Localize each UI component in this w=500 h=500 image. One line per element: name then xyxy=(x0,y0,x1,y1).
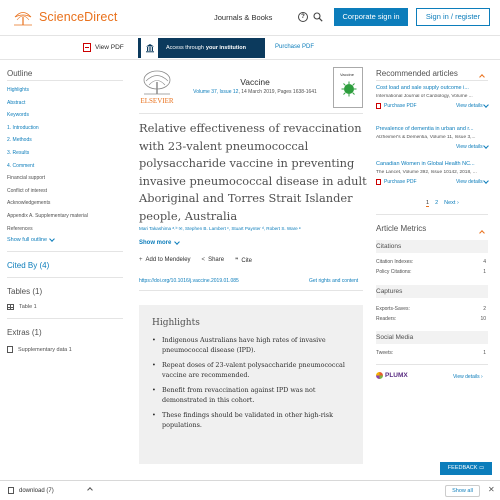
outline-item-acknowledgements[interactable]: Acknowledgements xyxy=(7,200,51,207)
highlight-item: • Repeat doses of 23-valent polysaccharide pneumococcal vaccine are recommended. xyxy=(152,360,352,380)
view-details-link[interactable] xyxy=(456,103,488,109)
highlight-item: • These findings should be validated in other high-risk populations. xyxy=(152,410,352,430)
chevron-down-icon xyxy=(49,236,55,242)
view-details-label: View details xyxy=(456,103,483,109)
tweets-value: 1 xyxy=(483,350,486,356)
journal-volume-info xyxy=(186,89,324,95)
purchase-pdf-link[interactable] xyxy=(376,103,417,109)
tweets-label: Tweets: xyxy=(376,350,394,356)
readers-label: Readers: xyxy=(376,316,397,322)
svg-text:ELSEVIER: ELSEVIER xyxy=(140,97,174,105)
view-details-label: View details xyxy=(456,179,483,185)
supplementary-data-label: Supplementary data 1 xyxy=(18,346,72,353)
next-page-link[interactable]: Next › xyxy=(444,200,459,206)
elsevier-tree-icon xyxy=(12,8,34,26)
top-header xyxy=(0,0,500,36)
table-1-label: Table 1 xyxy=(19,304,37,310)
purchase-pdf-label: Purchase PDF xyxy=(384,103,417,109)
view-details-link[interactable] xyxy=(456,144,488,150)
view-pdf-label: View PDF xyxy=(95,44,124,51)
outline-item-abstract[interactable]: Abstract xyxy=(7,99,26,106)
journal-cover-thumbnail[interactable] xyxy=(333,67,363,108)
volume-link[interactable]: Volume 37, Issue 12 xyxy=(193,89,239,95)
recommended-article-title[interactable]: Canadian Women in Global Health NC... xyxy=(376,161,475,167)
plumx-label: PLUMX xyxy=(385,372,408,379)
plumx-logo[interactable] xyxy=(376,372,408,379)
access-institution-button[interactable] xyxy=(138,38,265,58)
supplementary-data-link[interactable] xyxy=(7,346,72,353)
divider xyxy=(7,251,123,252)
feedback-button[interactable]: FEEDBACK ▭ xyxy=(440,462,492,475)
highlights-section xyxy=(139,305,363,464)
purchase-pdf-label: Purchase PDF xyxy=(384,179,417,185)
captures-header: Captures xyxy=(376,285,488,298)
exports-saves-label: Exports-Saves: xyxy=(376,306,410,312)
recommended-article-title[interactable]: Cost load and sale supply outcome i... xyxy=(376,85,469,91)
divider xyxy=(376,364,488,365)
metric-row xyxy=(376,269,486,275)
add-to-mendeley-button[interactable] xyxy=(139,257,191,264)
download-item[interactable] xyxy=(8,487,54,494)
citation-indexes-value: 4 xyxy=(483,259,486,265)
page-2-link[interactable]: 2 xyxy=(435,200,439,206)
citations-header: Citations xyxy=(376,240,488,253)
chevron-down-icon xyxy=(483,178,489,184)
social-media-header: Social Media xyxy=(376,331,488,344)
recommended-article-title[interactable]: Prevalence of dementia in urban and r... xyxy=(376,126,474,132)
purchase-pdf-link[interactable] xyxy=(376,179,417,185)
article-actions xyxy=(139,257,252,264)
share-button[interactable] xyxy=(202,257,225,264)
pdf-icon xyxy=(376,103,381,109)
metric-row xyxy=(376,350,486,356)
outline-item-highlights[interactable]: Highlights xyxy=(7,87,29,93)
plumx-icon xyxy=(376,372,383,379)
chevron-up-icon[interactable] xyxy=(479,230,485,236)
doi-link[interactable]: https://doi.org/10.1016/j.vaccine.2019.01.085 xyxy=(139,278,239,284)
exports-saves-value: 2 xyxy=(483,306,486,312)
recommended-articles-heading: Recommended articles xyxy=(376,69,458,78)
divider xyxy=(139,113,363,114)
divider xyxy=(7,277,123,278)
volume-pages: , 14 March 2019, Pages 1638-1641 xyxy=(238,89,317,95)
document-icon xyxy=(7,346,13,353)
chevron-up-icon[interactable] xyxy=(479,74,485,80)
quote-icon: ❞ xyxy=(235,258,239,264)
close-icon[interactable]: ✕ xyxy=(488,485,495,494)
cited-by-link[interactable]: Cited By (4) xyxy=(7,261,50,270)
journal-name-link[interactable]: Vaccine xyxy=(240,77,270,87)
highlights-heading: Highlights xyxy=(152,318,200,328)
feedback-label: FEEDBACK xyxy=(447,465,478,471)
view-details-label: View details xyxy=(456,144,483,150)
pdf-icon xyxy=(376,179,381,185)
chevron-down-icon xyxy=(483,143,489,149)
divider xyxy=(7,80,123,81)
outline-item-appendix[interactable]: Appendix A. Supplementary material xyxy=(7,212,88,219)
outline-item-introduction[interactable]: 1. Introduction xyxy=(7,124,39,131)
signin-register-button[interactable]: Sign in / register xyxy=(416,8,490,26)
share-label: Share xyxy=(208,257,225,263)
outline-item-results[interactable]: 3. Results xyxy=(7,149,30,156)
metric-row xyxy=(376,306,486,312)
purchase-pdf-link[interactable]: Purchase PDF xyxy=(275,44,315,50)
recommended-article xyxy=(376,126,488,150)
show-all-button[interactable]: Show all xyxy=(445,485,480,497)
outline-item-comment[interactable]: 4. Comment xyxy=(7,162,35,169)
view-details-link[interactable] xyxy=(456,179,488,185)
recommended-article-meta: Alzheimer's & Dementia, Volume 11, Issue 3,... xyxy=(376,135,476,140)
corporate-signin-button[interactable]: Corporate sign in xyxy=(334,8,408,26)
outline-item-methods[interactable]: 2. Methods xyxy=(7,137,32,144)
outline-item-references[interactable]: References xyxy=(7,225,33,232)
table-1-link[interactable] xyxy=(7,304,37,310)
cover-label: Vaccine xyxy=(340,72,354,77)
show-more-label: Show more xyxy=(139,240,172,246)
add-to-mendeley-label: Add to Mendeley xyxy=(145,257,191,263)
show-full-outline-label: Show full outline xyxy=(7,237,48,243)
recommended-article xyxy=(376,161,488,185)
chevron-down-icon xyxy=(483,102,489,108)
policy-citations-value: 1 xyxy=(483,269,486,275)
next-label: Next xyxy=(444,200,456,206)
recommended-pager xyxy=(426,200,459,207)
download-file-label: download (7) xyxy=(19,487,54,494)
elsevier-logo[interactable] xyxy=(139,68,175,106)
metrics-view-details-link[interactable]: View details › xyxy=(453,374,483,380)
page-1-link[interactable]: 1 xyxy=(426,200,430,206)
article-metrics-heading: Article Metrics xyxy=(376,224,427,233)
author-list[interactable]: Mari Takashima ᵃ˒ᵇ ✉, Stephen B. Lambert ᶜ, Stuart Paynter ᵈ, Robert S. Ware ᵉ xyxy=(139,226,301,231)
divider xyxy=(7,318,123,319)
citation-indexes-label: Citation Indexes: xyxy=(376,259,414,265)
chevron-down-icon xyxy=(175,239,181,245)
access-institution-label: your institution xyxy=(205,45,246,51)
outline-item-conflict-of-interest[interactable]: Conflict of interest xyxy=(7,187,48,194)
divider xyxy=(376,214,488,215)
plus-icon: + xyxy=(139,257,143,263)
recommended-article-meta: The Lancet, Volume 392, Issue 10142, 2018, ... xyxy=(376,170,477,175)
cite-label: Cite xyxy=(241,258,252,264)
rights-content-link[interactable]: Get rights and content xyxy=(309,278,359,284)
table-icon xyxy=(7,304,14,310)
readers-value: 10 xyxy=(480,316,486,322)
divider xyxy=(376,80,488,81)
logo-text: ScienceDirect xyxy=(39,10,118,24)
download-bar xyxy=(0,480,500,500)
article-title: Relative effectiveness of revaccination with 23-valent pneumococcal polysaccharide vaccine in preventing invasive pneumococcal disease in adult Aboriginal and Torres Strait Islander people, Australia xyxy=(139,121,367,223)
pdf-icon xyxy=(83,43,91,52)
recommended-article xyxy=(376,85,488,109)
highlights-list xyxy=(152,335,352,435)
show-more-button[interactable] xyxy=(139,240,179,246)
access-prefix: Access through xyxy=(166,45,204,51)
help-icon[interactable]: ? xyxy=(298,12,308,22)
view-pdf-button[interactable] xyxy=(83,43,124,52)
highlight-item: • Indigenous Australians have high rates of invasive pneumococcal disease (IPD). xyxy=(152,335,352,355)
sciencedirect-logo[interactable] xyxy=(12,8,117,26)
journals-books-link[interactable]: Journals & Books xyxy=(214,13,273,22)
outline-item-keywords[interactable]: Keywords xyxy=(7,112,29,119)
chevron-up-icon[interactable] xyxy=(87,487,93,493)
file-icon xyxy=(8,487,14,494)
cite-button[interactable] xyxy=(235,257,252,264)
highlight-item: • Benefit from revaccination against IPD was not demonstrated in this cohort. xyxy=(152,385,352,405)
tables-heading: Tables (1) xyxy=(7,287,43,296)
recommended-article-meta: International Journal of Cardiology, Volume ... xyxy=(376,94,473,99)
extras-heading: Extras (1) xyxy=(7,328,42,337)
view-details-label: View details xyxy=(453,374,480,380)
metric-row xyxy=(376,259,486,265)
show-full-outline-button[interactable] xyxy=(7,237,54,243)
search-icon[interactable] xyxy=(313,12,323,22)
metric-row xyxy=(376,316,486,322)
share-icon: < xyxy=(201,257,206,263)
outline-item-financial-support[interactable]: Financial support xyxy=(7,175,46,182)
institution-icon xyxy=(141,38,158,58)
policy-citations-label: Policy Citations: xyxy=(376,269,412,275)
outline-list xyxy=(7,86,88,237)
divider xyxy=(139,290,363,291)
article-toolbar xyxy=(0,36,500,60)
outline-heading: Outline xyxy=(7,69,33,78)
virus-cover-icon xyxy=(341,81,357,97)
